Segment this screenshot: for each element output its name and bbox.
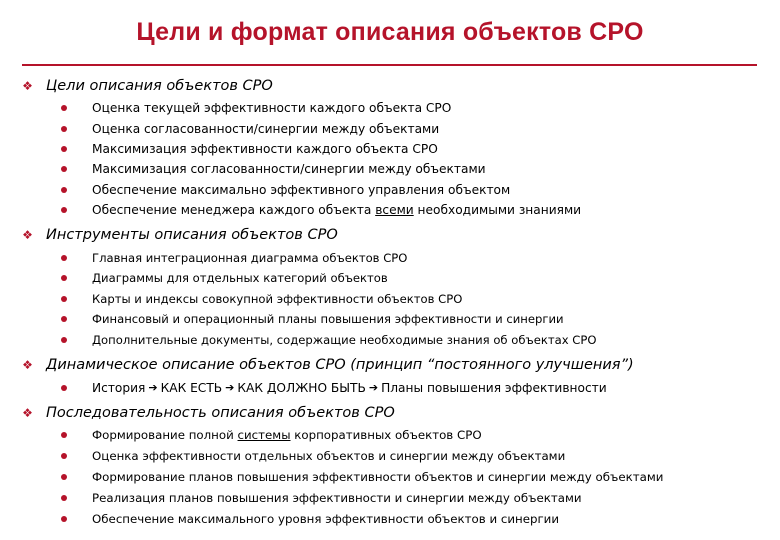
- section-heading-text: Динамическое описание объектов СРО (принцип “постоянного улучшения”): [46, 357, 634, 374]
- underlined-word: системы: [237, 428, 291, 443]
- bullet-list: [22, 247, 780, 350]
- list-item-text: Оценка эффективности отдельных объектов и синергии между объектами: [92, 449, 566, 464]
- bullet-icon: [61, 495, 67, 501]
- section-heading: [22, 74, 780, 98]
- list-item-text: Оценка согласованности/синергии между объектами: [92, 121, 440, 136]
- section-dynamic: [22, 353, 780, 397]
- bullet-icon: [61, 432, 67, 438]
- bullet-icon: [61, 316, 67, 322]
- diamond-icon: ❖: [22, 79, 33, 93]
- list-item-text: Обеспечение максимально эффективного управления объектом: [92, 182, 511, 197]
- diamond-icon: ❖: [22, 228, 33, 243]
- bullet-list: [22, 377, 780, 397]
- section-heading-text: Цели описания объектов СРО: [46, 78, 273, 94]
- list-item-text: Оценка текущей эффективности каждого объекта СРО: [92, 101, 452, 116]
- list-item: [22, 425, 780, 446]
- list-item-text: Карты и индексы совокупной эффективности объектов СРО: [92, 291, 463, 306]
- section-heading-text: Инструменты описания объектов СРО: [46, 227, 338, 244]
- bullet-list: [22, 98, 780, 220]
- list-item: [22, 139, 780, 159]
- list-item-text: Диаграммы для отдельных категорий объектов: [92, 271, 388, 286]
- flow-item: [22, 377, 780, 397]
- arrow-right-icon: ➔: [225, 381, 235, 394]
- list-item-text: Реализация планов повышения эффективности и синергии между объектами: [92, 491, 582, 506]
- text-before: Формирование полной: [92, 428, 238, 443]
- list-item: [22, 247, 780, 268]
- underlined-word: всеми: [375, 203, 414, 218]
- list-item-text: Финансовый и операционный планы повышения эффективности и синергии: [92, 312, 564, 327]
- arrow-right-icon: ➔: [368, 381, 379, 394]
- list-item: [22, 159, 780, 179]
- text-after: корпоративных объектов СРО: [290, 428, 482, 443]
- list-item-text: Формирование планов повышения эффективности объектов и синергии между объектами: [92, 470, 664, 485]
- section-heading: [22, 223, 780, 247]
- bullet-list: [22, 425, 780, 530]
- bullet-icon: [61, 453, 67, 459]
- bullet-icon: [61, 187, 67, 193]
- bullet-icon: [61, 296, 67, 302]
- flow-step: История: [92, 380, 146, 395]
- list-item: [22, 446, 780, 467]
- text-before: Обеспечение менеджера каждого объекта: [92, 203, 376, 218]
- list-item-text: Главная интеграционная диаграмма объектов СРО: [92, 250, 408, 265]
- diamond-icon: ❖: [22, 405, 33, 420]
- bullet-icon: [61, 105, 67, 111]
- list-item: [22, 330, 780, 351]
- bullet-icon: [61, 275, 67, 281]
- list-item-text: [92, 203, 581, 217]
- arrow-right-icon: ➔: [148, 381, 158, 394]
- flow-step: КАК ДОЛЖНО БЫТЬ: [237, 380, 366, 395]
- list-item-text: Обеспечение максимального уровня эффективности объектов и синергии: [92, 512, 560, 527]
- section-heading: [22, 401, 780, 425]
- list-item: [22, 509, 780, 530]
- list-item: [22, 200, 780, 220]
- bullet-icon: [61, 337, 67, 343]
- section-goals: [22, 74, 780, 220]
- list-item: [22, 488, 780, 509]
- page-title: Цели и формат описания объектов СРО: [136, 18, 644, 46]
- list-item: [22, 268, 780, 289]
- list-item: [22, 118, 780, 138]
- text-after: необходимыми знаниями: [413, 203, 582, 218]
- list-item: [22, 98, 780, 118]
- slide-content: [22, 74, 780, 533]
- bullet-icon: [61, 516, 67, 522]
- bullet-icon: [61, 207, 67, 213]
- list-item: [22, 467, 780, 488]
- bullet-icon: [61, 255, 67, 261]
- bullet-icon: [61, 166, 67, 172]
- bullet-icon: [61, 385, 67, 391]
- flow-step: КАК ЕСТЬ: [160, 380, 223, 395]
- bullet-icon: [61, 126, 67, 132]
- list-item-text: Максимизация эффективности каждого объекта СРО: [92, 141, 438, 156]
- bullet-icon: [61, 146, 67, 152]
- list-item-text: [92, 428, 482, 442]
- diamond-icon: ❖: [22, 358, 33, 373]
- list-item-text: Максимизация согласованности/синергии между объектами: [92, 162, 486, 177]
- list-item: [22, 289, 780, 310]
- section-sequence: [22, 401, 780, 530]
- bullet-icon: [61, 474, 67, 480]
- section-tools: [22, 223, 780, 350]
- section-heading-text: Последовательность описания объектов СРО: [46, 404, 395, 421]
- flow-step: Планы повышения эффективности: [381, 380, 607, 395]
- list-item: [22, 180, 780, 200]
- section-heading: [22, 353, 780, 377]
- list-item: [22, 309, 780, 330]
- title-divider: [22, 64, 757, 66]
- list-item-text: Дополнительные документы, содержащие необходимые знания об объектах СРО: [92, 333, 597, 348]
